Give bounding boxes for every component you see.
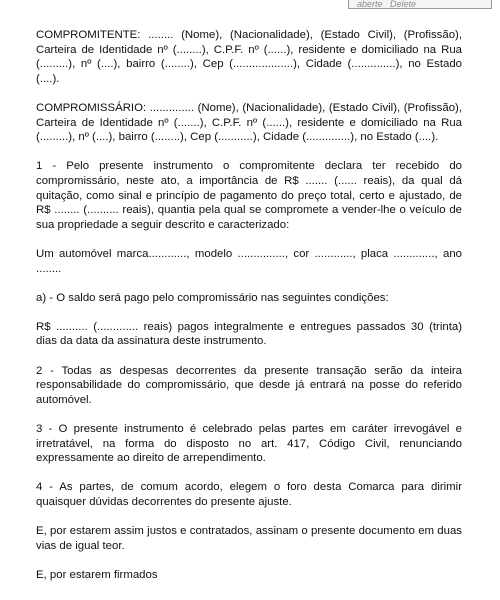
closing-paragraph: E, por estarem assim justos e contratados, assinam o presente documento em duas vias de igual teor.	[36, 525, 462, 552]
vehicle-description-paragraph: Um automóvel marca............, modelo ..............., cor ............, placa ............., ano ........	[36, 247, 462, 275]
clause-1-paragraph: 1 - Pelo presente instrumento o compromitente declara ter recebido do compromissário, neste ato, a importância de R$ ....... (...... reais), da qual dá quitação, como sinal e princípio de pagamento do preço total, certo e ajustado, de R$ ........ (.......... reais), quantia pela qual se compromete a vender-lhe o veículo de sua propriedade a seguir descrito e caracterizado:	[36, 160, 462, 231]
payment-balance-paragraph: R$ .......... (............. reais) pagos integralmente e entregues passados 30 (trinta) dias da data da assinatura deste instrumento.	[36, 320, 462, 348]
compromissario-paragraph: COMPROMISSÁRIO: .............. (Nome), (Nacionalidade), (Estado Civil), (Profissão), Carteira de Identidade nº (.......), C.P.F. nº (......), residente e domiciliado na Rua (.........), nº (....), bairro (........), Cep (...........), Cidade (..............), no Estado (....).	[36, 101, 462, 144]
clause-3-paragraph: 3 - O presente instrumento é celebrado pelas partes em caráter irrevogável e irretratável, na forma do disposto no art. 417, Código Civil, renunciando expressamente ao direito de arrependimento.	[36, 423, 462, 465]
document-toolbar	[348, 0, 492, 9]
signature-intro-paragraph: E, por estarem firmados	[36, 568, 158, 581]
open-button[interactable]: aberte	[357, 0, 383, 9]
compromitente-paragraph: COMPROMITENTE: ........ (Nome), (Nacionalidade), (Estado Civil), (Profissão), Carteira de Identidade nº (........), C.P.F. nº (......), residente e domiciliado na Rua (.........), nº (....), bairro (........), Cep (...................), Cidade (..............), no Estado (....).	[36, 29, 462, 85]
payment-conditions-paragraph: a) - O saldo será pago pelo compromissário nas seguintes condições:	[36, 291, 389, 304]
contract-document	[36, 28, 462, 597]
clause-2-paragraph: 2 - Todas as despesas decorrentes da presente transação serão da inteira responsabilidade do compromissário, que desde já entrará na posse do referido automóvel.	[36, 364, 462, 406]
clause-4-paragraph: 4 - As partes, de comum acordo, elegem o foro desta Comarca para dirimir quaisquer dúvidas decorrentes do presente ajuste.	[36, 481, 462, 508]
delete-button[interactable]: Delete	[390, 0, 417, 9]
